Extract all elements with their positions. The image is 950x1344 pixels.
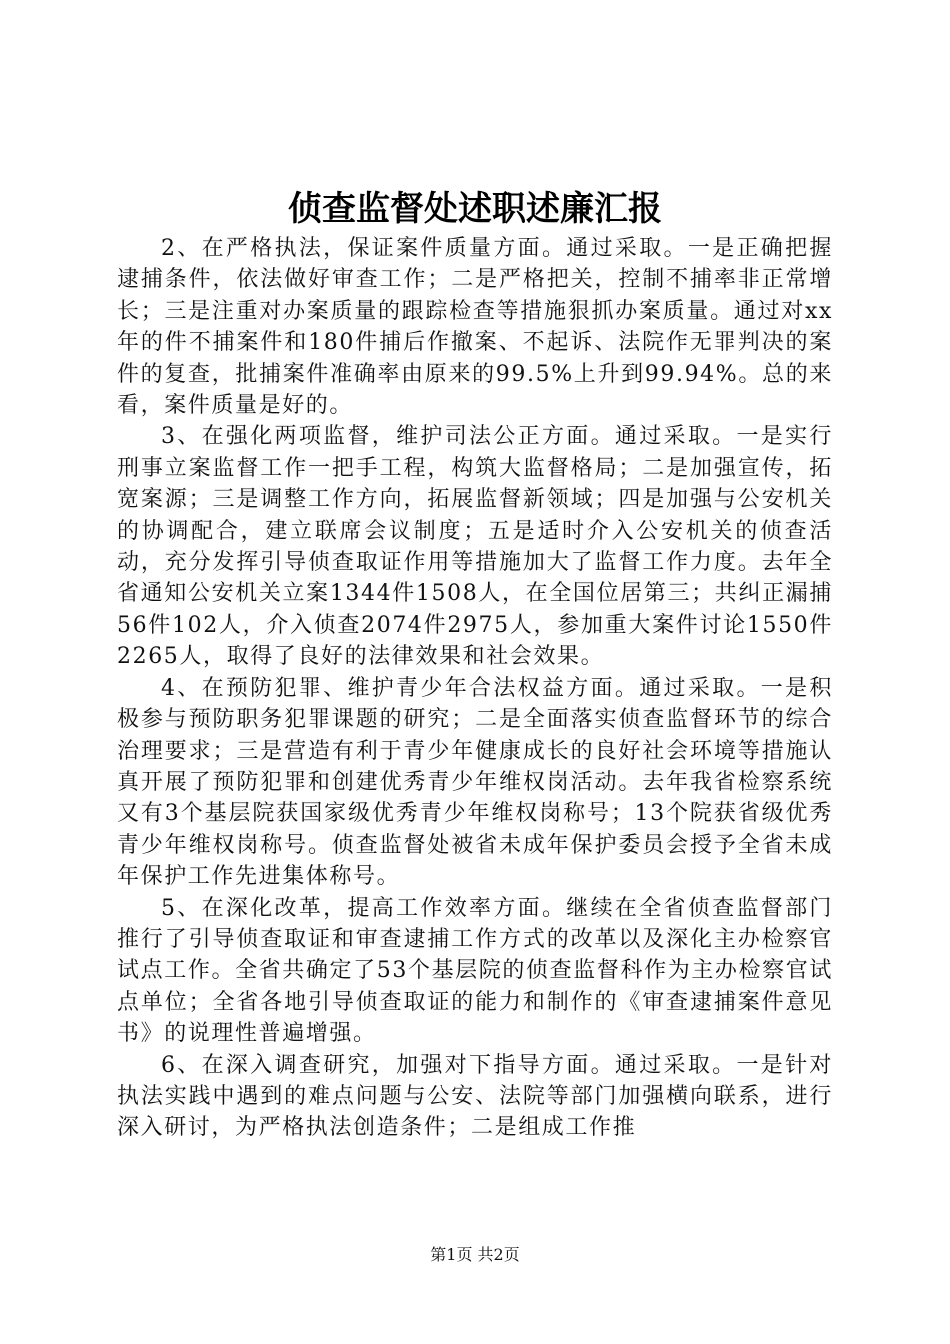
paragraph: 5、在深化改革，提高工作效率方面。继续在全省侦查监督部门推行了引导侦查取证和审查逮捕工作方式的改革以及深化主办检察官试点工作。全省共确定了53个基层院的侦查监督科作为主办检察官试点单位；全省各地引导侦查取证的能力和制作的《审查逮捕案件意见书》的说理性普遍增强。 <box>117 895 833 1047</box>
document-body <box>117 233 833 1144</box>
paragraph: 4、在预防犯罪、维护青少年合法权益方面。通过采取。一是积极参与预防职务犯罪课题的研究；二是全面落实侦查监督环节的综合治理要求；三是营造有利于青少年健康成长的良好社会环境等措施认真开展了预防犯罪和创建优秀青少年维权岗活动。去年我省检察系统又有3个基层院获国家级优秀青少年维权岗称号；13个院获省级优秀青少年维权岗称号。侦查监督处被省未成年保护委员会授予全省未成年保护工作先进集体称号。 <box>117 675 833 890</box>
paragraph: 3、在强化两项监督，维护司法公正方面。通过采取。一是实行刑事立案监督工作一把手工程，构筑大监督格局；二是加强宣传，拓宽案源；三是调整工作方向，拓展监督新领域；四是加强与公安机关的协调配合，建立联席会议制度；五是适时介入公安机关的侦查活动，充分发挥引导侦查取证作用等措施加大了监督工作力度。去年全省通知公安机关立案1344件1508人，在全国位居第三；共纠正漏捕56件102人，介入侦查2074件2975人，参加重大案件讨论1550件2265人，取得了良好的法律效果和社会效果。 <box>117 424 833 670</box>
document-title: 侦查监督处述职述廉汇报 <box>288 189 662 229</box>
paragraph: 2、在严格执法，保证案件质量方面。通过采取。一是正确把握逮捕条件，依法做好审查工作；二是严格把关，控制不捕率非正常增长；三是注重对办案质量的跟踪检查等措施狠抓办案质量。通过对xx年的件不捕案件和180件捕后作撤案、不起诉、法院作无罪判决的案件的复查，批捕案件准确率由原来的99.5%上升到99.94%。总的来看，案件质量是好的。 <box>117 236 833 419</box>
page-number-footer: 第1页 共2页 <box>430 1245 520 1264</box>
paragraph: 6、在深入调查研究，加强对下指导方面。通过采取。一是针对执法实践中遇到的难点问题与公安、法院等部门加强横向联系，进行深入研讨，为严格执法创造条件；二是组成工作推 <box>117 1052 833 1141</box>
